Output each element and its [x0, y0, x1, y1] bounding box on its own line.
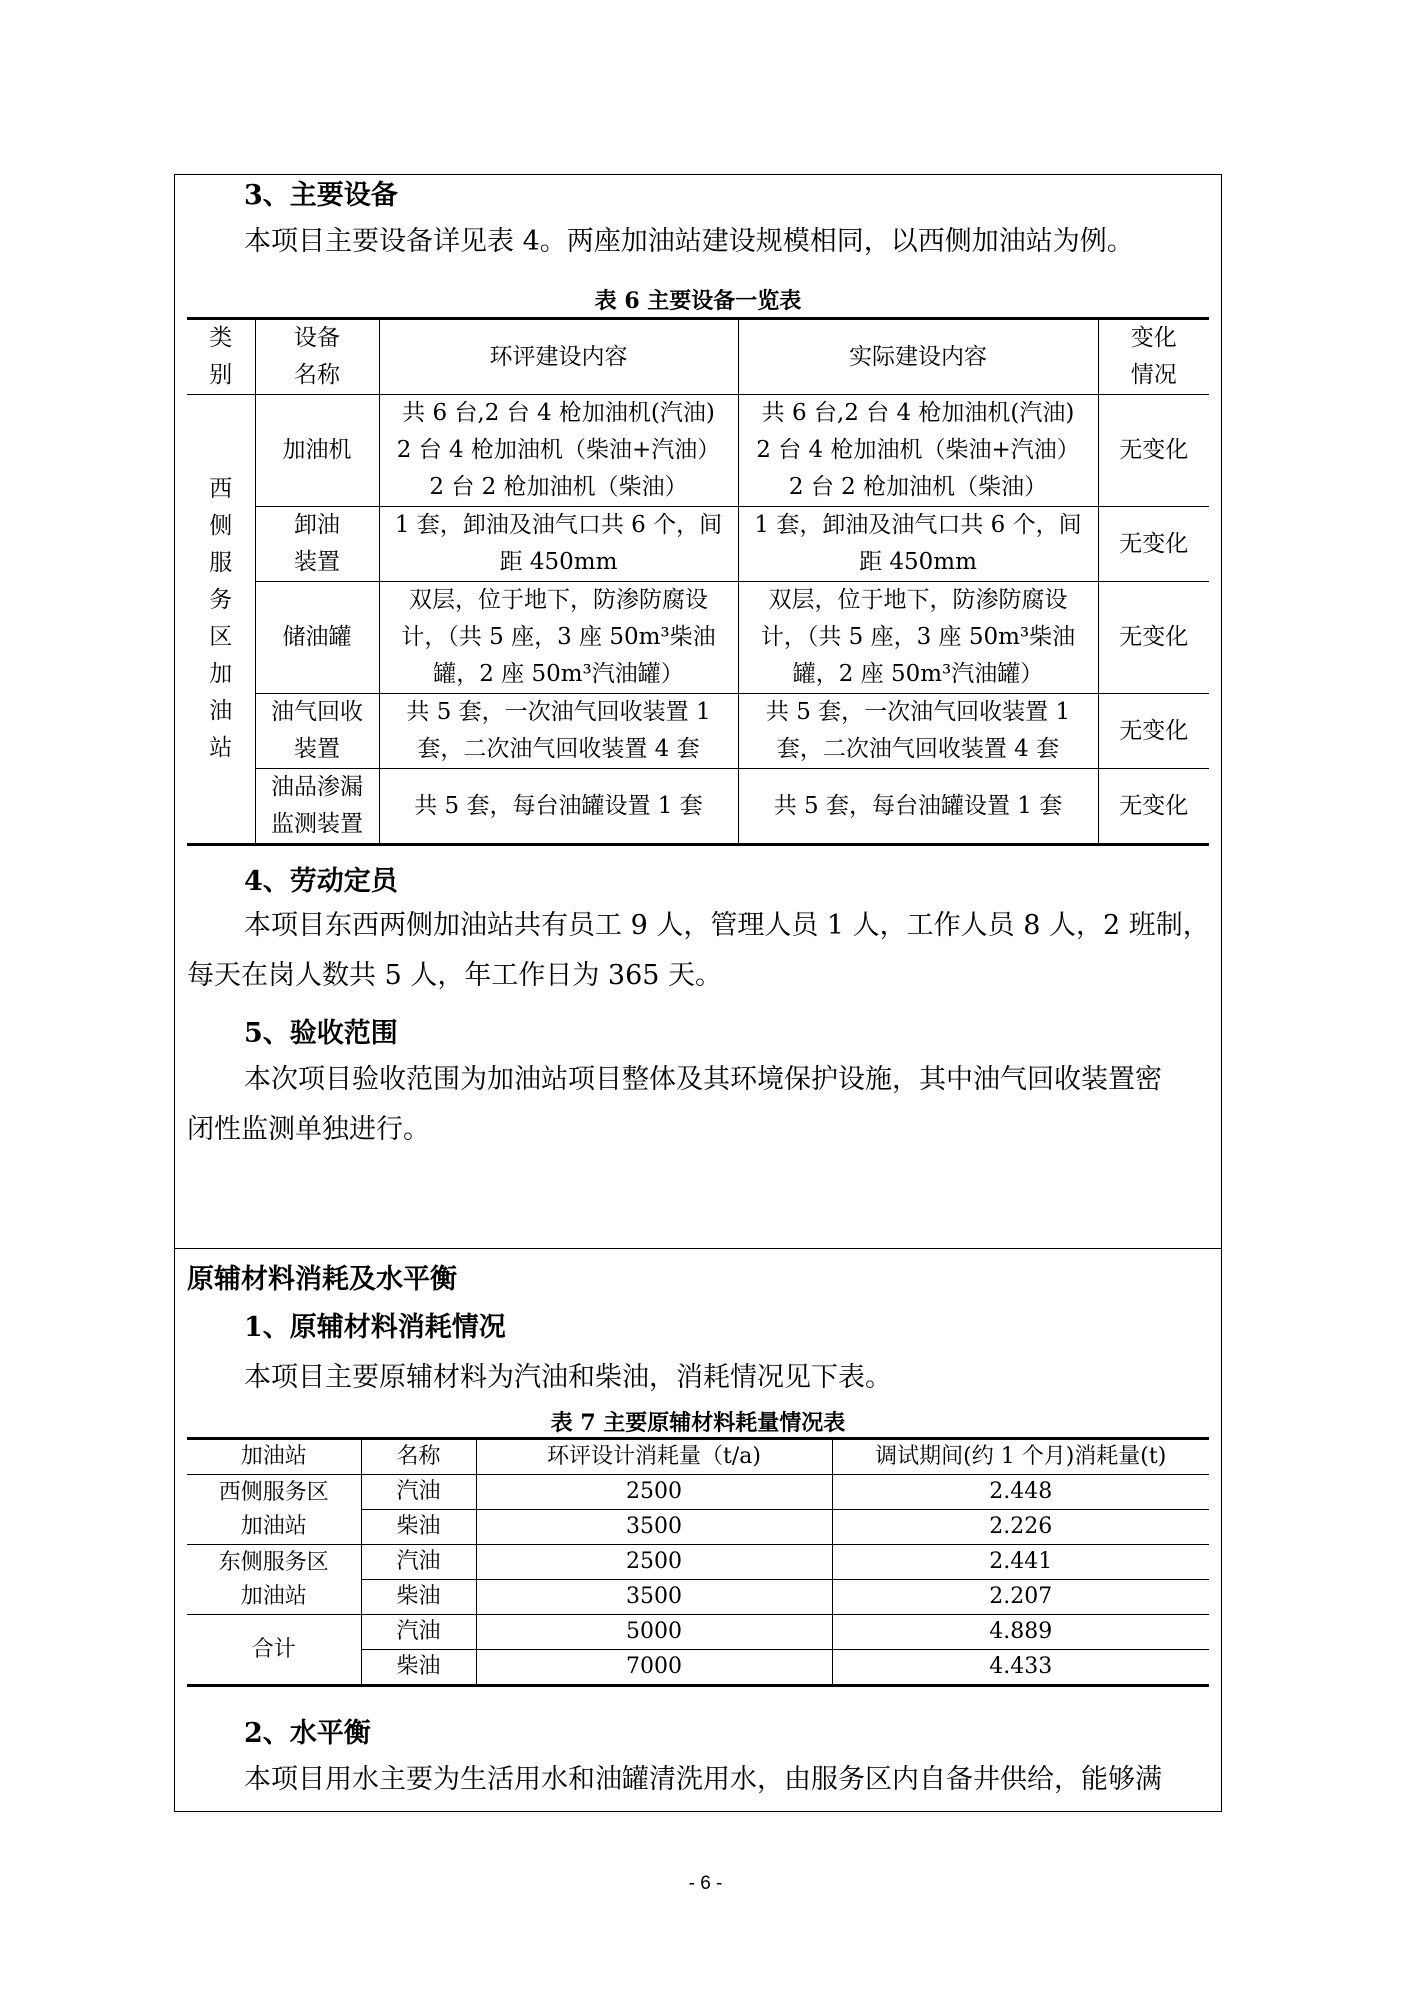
equipment-table: [187, 317, 1209, 846]
th-eia: 环评建设内容: [379, 319, 738, 395]
heading-equipment: 3、主要设备: [244, 180, 398, 211]
table-row: [187, 694, 1209, 769]
eia-value: 7000: [476, 1650, 832, 1686]
eia-content: 共 5 套，每台油罐设置 1 套: [379, 769, 738, 845]
trial-value: 4.889: [832, 1615, 1209, 1650]
para-water: 本项目用水主要为生活用水和油罐清洗用水，由服务区内自备井供给，能够满: [244, 1764, 1162, 1795]
th-change: 变化 情况: [1098, 319, 1209, 395]
material-name: 汽油: [361, 1615, 476, 1650]
para-labor-line2: 每天在岗人数共 5 人，年工作日为 365 天。: [187, 960, 723, 991]
actual-content: 共 5 套，每台油罐设置 1 套: [738, 769, 1098, 845]
change-status: 无变化: [1098, 582, 1209, 694]
para-labor-line1: 本项目东西两侧加油站共有员工 9 人，管理人员 1 人，工作人员 8 人，2 班制，: [244, 910, 1210, 941]
page-number: - 6 -: [688, 1873, 723, 1894]
section-title: 原辅材料消耗及水平衡: [187, 1264, 457, 1295]
th-station: 加油站: [187, 1439, 361, 1475]
table-row: [187, 1615, 1209, 1650]
materials-table: [187, 1437, 1209, 1687]
eia-value: 2500: [476, 1545, 832, 1580]
table-row: [187, 1545, 1209, 1580]
th-actual: 实际建设内容: [738, 319, 1098, 395]
table6-header-row: [187, 319, 1209, 395]
eia-content: 共 5 套，一次油气回收装置 1 套，二次油气回收装置 4 套: [379, 694, 738, 769]
heading-water: 2、水平衡: [244, 1718, 371, 1749]
station-cell: 东侧服务区 加油站: [187, 1545, 361, 1615]
table-row: [187, 769, 1209, 845]
eia-value: 5000: [476, 1615, 832, 1650]
actual-content: 共 5 套，一次油气回收装置 1 套，二次油气回收装置 4 套: [738, 694, 1098, 769]
actual-content: 1 套，卸油及油气口共 6 个，间 距 450mm: [738, 507, 1098, 582]
equipment-name: 储油罐: [255, 582, 379, 694]
table-row: [187, 582, 1209, 694]
heading-labor: 4、劳动定员: [244, 866, 398, 897]
materials-section: [175, 1249, 1221, 1811]
th-material: 名称: [361, 1439, 476, 1475]
material-name: 柴油: [361, 1510, 476, 1545]
material-name: 柴油: [361, 1650, 476, 1686]
actual-content: 双层，位于地下，防渗防腐设 计，（共 5 座，3 座 50m³柴油 罐，2 座 50m³汽油罐）: [738, 582, 1098, 694]
eia-content: 共 6 台,2 台 4 枪加油机(汽油) 2 台 4 枪加油机（柴油+汽油） 2 台 2 枪加油机（柴油）: [379, 395, 738, 507]
table6-caption: 表 6 主要设备一览表: [594, 288, 802, 314]
th-name: 设备 名称: [255, 319, 379, 395]
change-status: 无变化: [1098, 769, 1209, 845]
station-cell: 西侧服务区 加油站: [187, 1475, 361, 1545]
para-scope-line1: 本次项目验收范围为加油站项目整体及其环境保护设施，其中油气回收装置密: [244, 1064, 1162, 1095]
actual-content: 共 6 台,2 台 4 枪加油机(汽油) 2 台 4 枪加油机（柴油+汽油） 2 台 2 枪加油机（柴油）: [738, 395, 1098, 507]
th-eia-consumption: 环评设计消耗量（t/a): [476, 1439, 832, 1475]
change-status: 无变化: [1098, 507, 1209, 582]
material-name: 汽油: [361, 1475, 476, 1510]
th-category: 类 别: [187, 319, 255, 395]
eia-value: 2500: [476, 1475, 832, 1510]
table-row: [187, 395, 1209, 507]
para-scope-line2: 闭性监测单独进行。: [187, 1114, 430, 1145]
table7-caption: 表 7 主要原辅材料耗量情况表: [550, 1410, 846, 1436]
heading-materials: 1、原辅材料消耗情况: [244, 1312, 506, 1343]
eia-content: 1 套，卸油及油气口共 6 个，间 距 450mm: [379, 507, 738, 582]
eia-value: 3500: [476, 1510, 832, 1545]
eia-value: 3500: [476, 1580, 832, 1615]
trial-value: 2.226: [832, 1510, 1209, 1545]
material-name: 汽油: [361, 1545, 476, 1580]
eia-content: 双层，位于地下，防渗防腐设 计，（共 5 座，3 座 50m³柴油 罐，2 座 50m³汽油罐）: [379, 582, 738, 694]
table7-header-row: [187, 1439, 1209, 1475]
th-trial-consumption: 调试期间(约 1 个月)消耗量(t): [832, 1439, 1209, 1475]
equipment-name: 卸油 装置: [255, 507, 379, 582]
table-row: [187, 1475, 1209, 1510]
station-cell: 合计: [187, 1615, 361, 1686]
material-name: 柴油: [361, 1580, 476, 1615]
category-cell: 西 侧 服 务 区 加 油 站: [187, 395, 255, 845]
trial-value: 2.207: [832, 1580, 1209, 1615]
trial-value: 2.448: [832, 1475, 1209, 1510]
equipment-name: 加油机: [255, 395, 379, 507]
equipment-section: [175, 175, 1221, 1249]
equipment-name: 油气回收 装置: [255, 694, 379, 769]
change-status: 无变化: [1098, 395, 1209, 507]
table-row: [187, 507, 1209, 582]
para-equipment: 本项目主要设备详见表 4。两座加油站建设规模相同，以西侧加油站为例。: [244, 226, 1134, 257]
trial-value: 2.441: [832, 1545, 1209, 1580]
report-frame: [174, 174, 1222, 1812]
heading-scope: 5、验收范围: [244, 1018, 398, 1049]
trial-value: 4.433: [832, 1650, 1209, 1686]
equipment-name: 油品渗漏 监测装置: [255, 769, 379, 845]
change-status: 无变化: [1098, 694, 1209, 769]
para-materials: 本项目主要原辅材料为汽油和柴油，消耗情况见下表。: [244, 1362, 892, 1393]
